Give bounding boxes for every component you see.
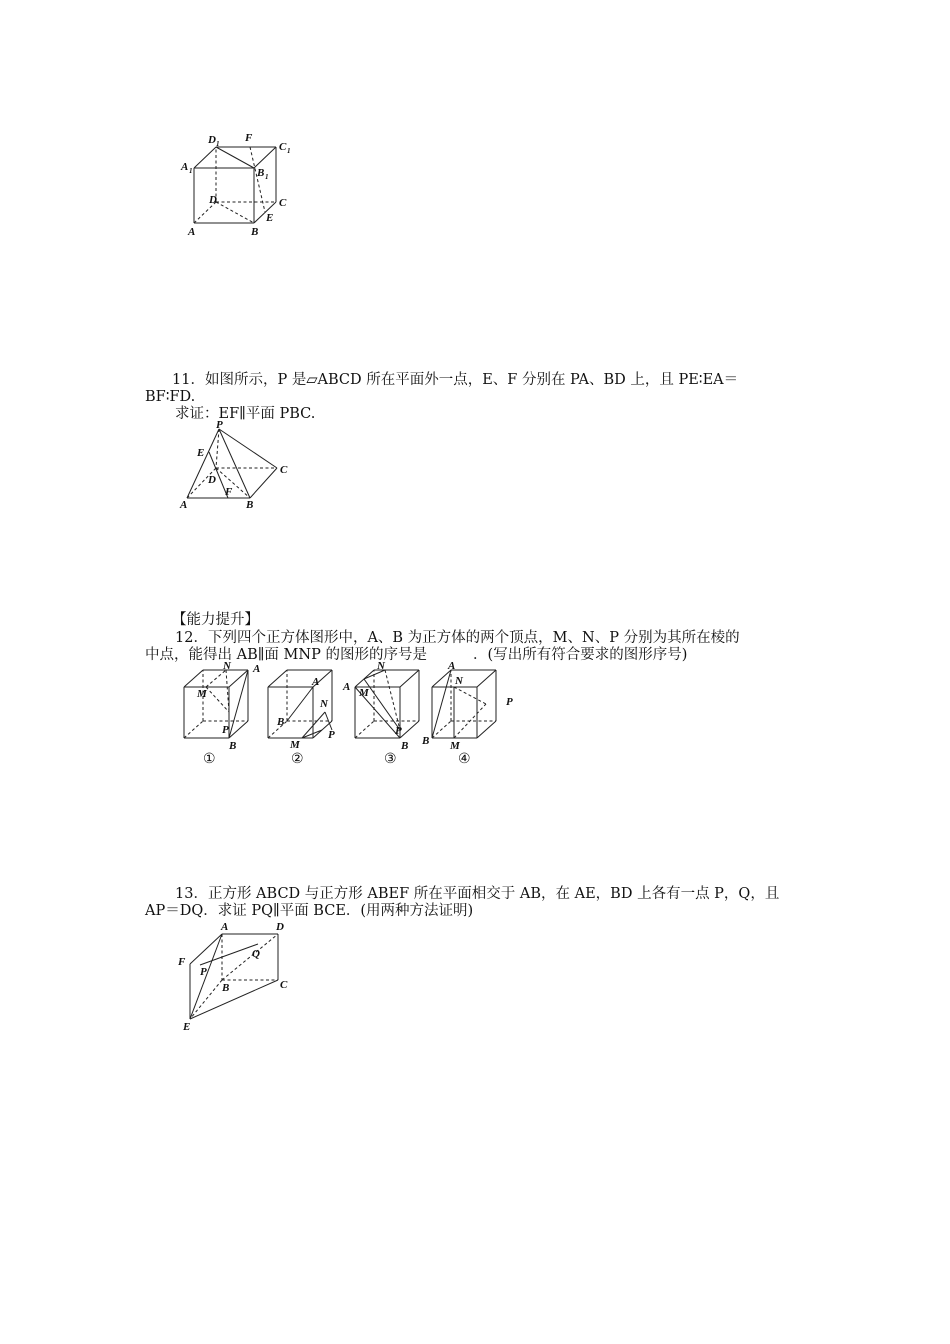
label-D1-sub: 1 bbox=[216, 140, 220, 148]
label-D: D bbox=[209, 194, 217, 206]
q11-line2: BF∶FD. bbox=[145, 389, 196, 405]
label-B: B bbox=[222, 982, 230, 994]
label-M: M bbox=[450, 740, 460, 752]
label-C: C bbox=[280, 464, 288, 476]
label-C: C bbox=[279, 197, 287, 209]
label-E: E bbox=[266, 212, 274, 224]
label-M: M bbox=[359, 687, 369, 699]
planes-figure-q13 bbox=[172, 918, 302, 1038]
figure-number-4: ④ bbox=[458, 751, 471, 767]
label-D1: D bbox=[208, 134, 216, 146]
label-P: P bbox=[200, 966, 207, 978]
label-F: F bbox=[225, 486, 233, 498]
label-A: A bbox=[180, 499, 188, 511]
q13-line1: 13．正方形 ABCD 与正方形 ABEF 所在平面相交于 AB，在 AE，BD 上各有一点 P，Q，且 bbox=[175, 886, 780, 902]
label-B: B bbox=[401, 740, 409, 752]
q12-line2: 中点，能得出 AB∥面 MNP 的图形的序号是 ．(写出所有符合要求的图形序号) bbox=[145, 647, 688, 663]
label-N: N bbox=[377, 660, 385, 672]
label-B: B bbox=[229, 740, 237, 752]
label-C1-sub: 1 bbox=[287, 147, 291, 155]
label-B: B bbox=[251, 226, 259, 238]
label-Q: Q bbox=[252, 948, 260, 960]
label-A: A bbox=[253, 663, 261, 675]
label-P: P bbox=[328, 729, 335, 741]
label-D: D bbox=[208, 474, 216, 486]
label-B: B bbox=[246, 499, 254, 511]
figure-number-1: ① bbox=[203, 751, 216, 767]
label-C1: C bbox=[279, 141, 287, 153]
label-F: F bbox=[178, 956, 186, 968]
label-A: A bbox=[448, 660, 456, 672]
label-B1: B bbox=[257, 167, 265, 179]
label-D: D bbox=[276, 921, 284, 933]
pyramid-figure-q11 bbox=[175, 420, 300, 512]
label-A: A bbox=[221, 921, 229, 933]
cube-figure-1 bbox=[178, 660, 268, 755]
label-A: A bbox=[343, 681, 351, 693]
label-N: N bbox=[455, 675, 463, 687]
label-B: B bbox=[422, 735, 430, 747]
label-B: B bbox=[277, 716, 285, 728]
label-F: F bbox=[245, 132, 253, 144]
label-P: P bbox=[222, 724, 229, 736]
label-C: C bbox=[280, 979, 288, 991]
label-M: M bbox=[197, 688, 207, 700]
label-A1-sub: 1 bbox=[189, 167, 193, 175]
section-title: 【能力提升】 bbox=[172, 612, 259, 628]
label-E: E bbox=[197, 447, 205, 459]
label-P: P bbox=[395, 725, 402, 737]
cube-figure-4 bbox=[420, 660, 520, 755]
q11-line1: 11．如图所示，P 是▱ABCD 所在平面外一点，E、F 分别在 PA、BD 上，且 PE∶EA＝ bbox=[172, 372, 739, 388]
label-N: N bbox=[320, 698, 328, 710]
label-B1-sub: 1 bbox=[265, 173, 269, 181]
q12-line1: 12．下列四个正方体图形中，A、B 为正方体的两个顶点，M、N、P 分别为其所在棱的 bbox=[175, 630, 740, 646]
q11-line3: 求证：EF∥平面 PBC. bbox=[175, 406, 316, 422]
label-P: P bbox=[216, 419, 223, 431]
label-P: P bbox=[506, 696, 513, 708]
figure-number-2: ② bbox=[291, 751, 304, 767]
cube-figure-q10 bbox=[178, 128, 303, 243]
label-A: A bbox=[312, 676, 320, 688]
label-N: N bbox=[223, 660, 231, 672]
label-A1: A bbox=[181, 161, 189, 173]
q13-line2: AP＝DQ．求证 PQ∥平面 BCE．(用两种方法证明) bbox=[145, 903, 474, 919]
label-M: M bbox=[290, 739, 300, 751]
figure-number-3: ③ bbox=[384, 751, 397, 767]
label-E: E bbox=[183, 1021, 191, 1033]
label-A: A bbox=[188, 226, 196, 238]
